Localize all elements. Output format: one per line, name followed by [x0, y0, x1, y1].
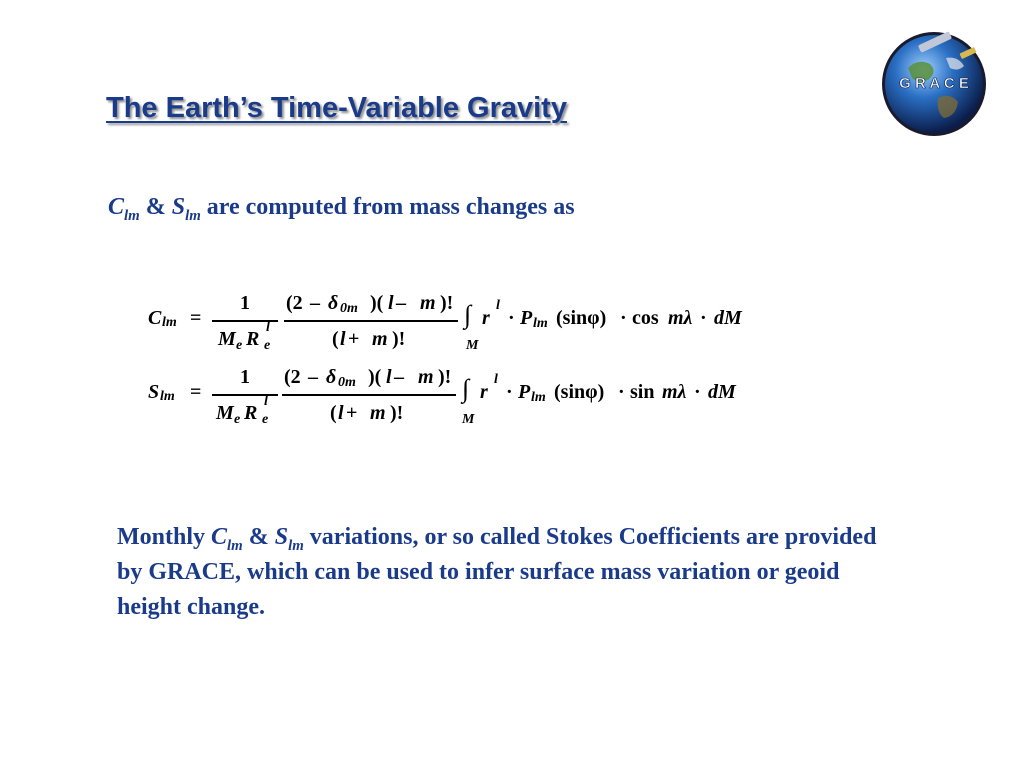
eq2-den1-r: R [244, 402, 258, 424]
body-s-sub: lm [288, 538, 304, 554]
eq2-den2-c: )! [390, 402, 404, 424]
eq1-p-sub: lm [533, 316, 548, 331]
eq2-int-sub: M [462, 412, 475, 427]
eq2-integral: ∫ [462, 374, 470, 403]
eq1-p: P [520, 307, 533, 329]
eq2-den2-m: m [370, 402, 386, 424]
eq2-den2-a: ( [330, 402, 337, 424]
eq1-minus: – [310, 292, 320, 314]
eq1-lhs-sub: lm [162, 315, 177, 330]
eq1-fracbar2 [284, 320, 458, 322]
eq2-equals: = [190, 381, 202, 403]
eq1-den1-e2: e [264, 338, 271, 353]
eq1-den2-m: m [372, 328, 388, 350]
eq2-fracbar1 [212, 394, 278, 396]
subtitle [108, 194, 575, 224]
eq1-lhs: C [148, 307, 162, 329]
eq2-lhs: S [148, 381, 160, 403]
eq1-den1-r: R [246, 328, 260, 350]
grace-logo-text: G R A C E [899, 75, 969, 92]
eq1-den1-m: M [218, 328, 236, 350]
body-rest: variations, or so called Stokes Coefficients are provided by GRACE, which can be used to infer surface mass variation or geoid height change. [117, 524, 877, 620]
eq1-r: r [482, 307, 490, 329]
eq1-dm: dM [714, 307, 742, 329]
eq1-equals: = [190, 307, 202, 329]
eq1-num2-l: l [388, 292, 394, 314]
eq2-num2-m: m [418, 366, 434, 388]
eq2-minus: – [308, 366, 318, 388]
eq2-r: r [480, 381, 488, 403]
eq1-den2-l: l [340, 328, 346, 350]
body-s: S [274, 524, 289, 550]
eq1-r-sup: l [496, 298, 500, 313]
subtitle-rest: are computed from mass changes as [200, 194, 575, 220]
eq1-dot1: · [508, 307, 515, 329]
eq1-den2-plus: + [348, 328, 360, 350]
eq2-dot2: · [618, 381, 625, 403]
eq2-delta: δ [326, 366, 337, 388]
eq2-num2-b: )( [368, 366, 382, 388]
eq2-den1-e2: e [262, 412, 269, 427]
eq2-num2-a: (2 [284, 366, 301, 388]
body-c: C [211, 524, 228, 550]
body-amp: & [242, 524, 275, 550]
eq1-den2-c: )! [392, 328, 406, 350]
eq1-num1: 1 [240, 292, 250, 314]
eq1-mlambda: mλ [668, 307, 693, 329]
eq2-den1-l: l [264, 394, 268, 409]
eq1-delta-sub: 0m [340, 301, 358, 316]
eq1-delta: δ [328, 292, 339, 314]
eq1-int-sub: M [466, 338, 479, 353]
eq1-den2-a: ( [332, 328, 339, 350]
eq2-dm: dM [708, 381, 736, 403]
eq2-dot1: · [506, 381, 513, 403]
subtitle-s: S [171, 194, 186, 220]
eq1-dot2: · [620, 307, 627, 329]
eq1-den1-l: l [266, 320, 270, 335]
body-lead: Monthly [117, 524, 212, 550]
eq2-delta-sub: 0m [338, 375, 356, 390]
body-paragraph [117, 520, 877, 625]
eq1-num2-minus: – [396, 292, 406, 314]
subtitle-amp: & [139, 194, 172, 220]
eq1-num2-c: )! [440, 292, 454, 314]
eq2-trig: sin [630, 381, 655, 403]
eq2-lhs-sub: lm [160, 389, 175, 404]
eq2-sinphi: (sinφ) [554, 381, 605, 403]
eq2-fracbar2 [282, 394, 456, 396]
eq1-integral: ∫ [464, 300, 472, 329]
eq1-num2-m: m [420, 292, 436, 314]
eq1-dot3: · [700, 307, 707, 329]
eq2-den1-e: e [234, 412, 241, 427]
eq1-sinphi: (sinφ) [556, 307, 607, 329]
slide-title: The Earth’s Time-Variable Gravity [106, 92, 567, 124]
subtitle-c: C [108, 194, 125, 220]
equation-slm [140, 362, 780, 432]
grace-logo [878, 28, 990, 140]
eq2-num2-l: l [386, 366, 392, 388]
eq2-mlambda: mλ [662, 381, 687, 403]
eq2-den2-plus: + [346, 402, 358, 424]
eq2-num2-c: )! [438, 366, 452, 388]
eq1-num2-a: (2 [286, 292, 303, 314]
eq2-p: P [518, 381, 531, 403]
subtitle-s-sub: lm [185, 208, 201, 224]
eq1-num2-b: )( [370, 292, 384, 314]
subtitle-c-sub: lm [124, 208, 140, 224]
equation-clm [140, 288, 780, 358]
eq2-p-sub: lm [531, 390, 546, 405]
eq2-den2-l: l [338, 402, 344, 424]
eq1-den1-e: e [236, 338, 243, 353]
eq2-num2-minus: – [394, 366, 404, 388]
eq1-trig: cos [632, 307, 659, 329]
eq2-num1: 1 [240, 366, 250, 388]
eq2-den1-m: M [216, 402, 234, 424]
eq2-r-sup: l [494, 372, 498, 387]
eq2-dot3: · [694, 381, 701, 403]
body-c-sub: lm [227, 538, 243, 554]
